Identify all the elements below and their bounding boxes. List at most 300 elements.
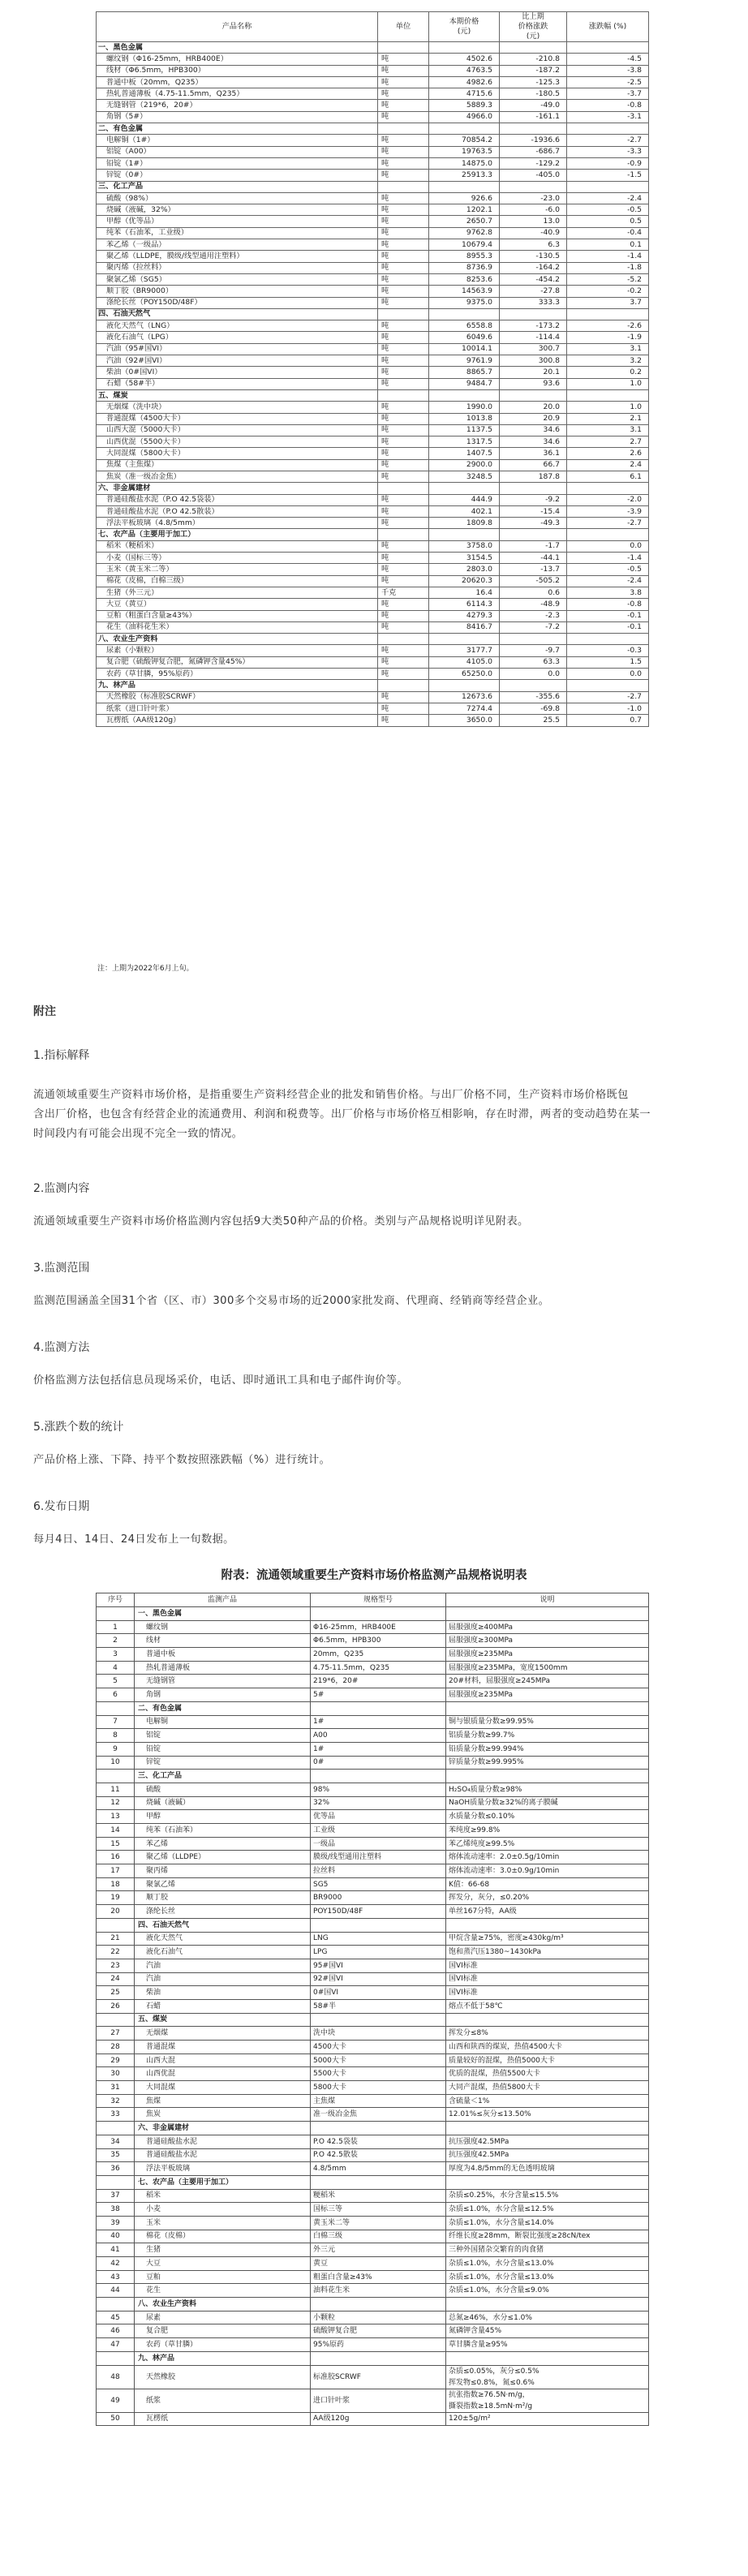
spec-desc-cell <box>446 2041 649 2054</box>
product-name-cell: 农药（草甘膦，95%原药） <box>97 669 378 680</box>
pct-cell: 6.1 <box>567 471 649 482</box>
spec-desc-cell <box>446 1999 649 2013</box>
spec-desc-cell <box>446 2412 649 2426</box>
spec-row <box>97 2067 649 2081</box>
spec-model-cell <box>311 2013 446 2027</box>
spec-product-cell-text: 热轧普通薄板 <box>146 1663 191 1672</box>
product-name-cell: 硫酸（98%） <box>97 192 378 204</box>
spec-category-row <box>97 1701 649 1715</box>
change-cell: -49.3 <box>500 518 567 529</box>
unit-cell: 吨 <box>378 505 429 517</box>
product-name-cell: 柴油（0#国VI） <box>97 367 378 378</box>
category-row <box>97 308 649 320</box>
spec-desc-cell-text: 杂质≤1.0%，水分含量≤12.5% <box>449 2205 554 2214</box>
spec-desc-cell-text: 屈服强度≥235MPa，宽度1500mm <box>449 1663 568 1672</box>
spec-desc-cell-text: 质量较好的混煤，热值5000大卡 <box>449 2056 555 2065</box>
spec-index-cell-text: 25 <box>110 1989 120 1998</box>
spec-index-cell-text: 2 <box>113 1636 118 1645</box>
spec-product-cell-text: 硫酸 <box>146 1785 161 1794</box>
spec-product-cell <box>135 2013 311 2027</box>
pct-cell: -2.6 <box>567 320 649 332</box>
spec-index-cell-text: 4 <box>113 1663 118 1672</box>
spec-model-cell-text: LNG <box>313 1934 329 1943</box>
price-cell: 25913.3 <box>429 170 500 181</box>
pct-cell: -0.9 <box>567 157 649 169</box>
spec-desc-cell-text: 屈服强度≥400MPa <box>449 1623 514 1632</box>
product-name-cell: 尿素（小颗粒） <box>97 645 378 656</box>
spec-desc-cell-text: 国VI标准 <box>449 1961 478 1970</box>
pct-cell: -2.7 <box>567 135 649 146</box>
spec-index-cell-text: 12 <box>110 1799 120 1808</box>
spec-row <box>97 1837 649 1851</box>
change-cell: -129.2 <box>500 157 567 169</box>
spec-desc-cell-text: 水质量分数≤0.10% <box>449 1813 515 1821</box>
spec-model-cell <box>311 1837 446 1851</box>
table-row <box>97 564 649 575</box>
unit-cell: 吨 <box>378 355 429 367</box>
spec-model-cell-text: 5800大卡 <box>313 2083 346 2092</box>
spec-index-cell <box>97 1756 135 1770</box>
unit-cell: 吨 <box>378 239 429 251</box>
product-name-cell: 浮法平板玻璃（4.8/5mm） <box>97 518 378 529</box>
spec-index-cell-text: 3 <box>113 1649 118 1658</box>
spec-index-cell-text: 20 <box>110 1907 120 1916</box>
spec-desc-cell-text: 铜与银质量分数≥99.95% <box>449 1718 534 1727</box>
price-cell: 4279.3 <box>429 610 500 621</box>
pct-cell <box>567 483 649 494</box>
table-row <box>97 111 649 123</box>
unit-cell: 吨 <box>378 575 429 587</box>
unit-cell: 吨 <box>378 459 429 471</box>
spec-desc-cell <box>446 2108 649 2122</box>
spec-product-cell <box>135 2148 311 2162</box>
spec-index-cell <box>97 2243 135 2257</box>
pct-cell: -1.4 <box>567 251 649 262</box>
spec-model-cell <box>311 2338 446 2352</box>
price-cell: 8865.7 <box>429 367 500 378</box>
spec-desc-cell <box>446 1877 649 1891</box>
spec-index-cell <box>97 1905 135 1919</box>
change-cell: -9.2 <box>500 494 567 505</box>
table-row <box>97 262 649 273</box>
pct-cell: 3.8 <box>567 587 649 598</box>
table-row <box>97 367 649 378</box>
spec-product-cell <box>135 2094 311 2108</box>
spec-product-cell-text: 一、黑色金属 <box>138 1609 183 1618</box>
change-cell <box>500 680 567 691</box>
change-cell: -2.3 <box>500 610 567 621</box>
spec-model-cell <box>311 1972 446 1986</box>
pct-cell: -3.8 <box>567 65 649 76</box>
price-cell <box>429 181 500 192</box>
spec-desc-cell <box>446 1648 649 1662</box>
spec-model-cell <box>311 2189 446 2203</box>
spec-category-row <box>97 2175 649 2189</box>
spec-product-cell <box>135 2203 311 2217</box>
pct-cell: -0.1 <box>567 610 649 621</box>
spec-model-cell-text: 黄玉米二等 <box>313 2218 350 2227</box>
spec-product-cell-text: 柴油 <box>146 1989 161 1998</box>
table-row <box>97 65 649 76</box>
spec-model-cell <box>311 1729 446 1743</box>
price-cell <box>429 634 500 645</box>
spec-desc-cell-text: 20#材料，屈服强度≥245MPa <box>449 1677 551 1686</box>
product-name-cell: 热轧普通薄板（4.75-11.5mm，Q235） <box>97 88 378 100</box>
spec-product-cell-text: 农药（草甘膦） <box>146 2340 198 2349</box>
table-row <box>97 227 649 239</box>
spec-row <box>97 1729 649 1743</box>
spec-model-cell-text: P.O 42.5袋装 <box>313 2137 358 2146</box>
spec-index-cell-text: 45 <box>110 2313 120 2322</box>
spec-model-cell <box>311 2412 446 2426</box>
spec-model-cell-text: 4500大卡 <box>313 2042 346 2051</box>
spec-index-cell-text: 47 <box>110 2340 120 2349</box>
spec-model-cell-text: 98% <box>313 1785 330 1794</box>
price-cell: 7274.4 <box>429 703 500 714</box>
spec-product-cell-text: 大同混煤 <box>146 2083 176 2092</box>
pct-cell: 0.1 <box>567 239 649 251</box>
spec-product-cell <box>135 2081 311 2095</box>
spec-desc-cell-text: 厚度为4.8/5mm的无色透明玻璃 <box>449 2165 555 2174</box>
spec-desc-cell <box>446 1986 649 2000</box>
spec-index-cell <box>97 2053 135 2067</box>
spec-product-cell <box>135 1675 311 1688</box>
spec-product-cell-text: 稻米 <box>146 2191 161 2200</box>
spec-row <box>97 1688 649 1702</box>
spec-index-cell-text: 6 <box>113 1690 118 1699</box>
spec-desc-cell <box>446 1675 649 1688</box>
spec-product-cell-text: 焦煤 <box>146 2096 161 2105</box>
spec-index-cell-text: 38 <box>110 2205 120 2214</box>
spec-index-cell <box>97 2412 135 2426</box>
spec-desc-cell <box>446 2175 649 2189</box>
spec-index-cell-text: 10 <box>110 1758 120 1767</box>
change-cell: -40.9 <box>500 227 567 239</box>
product-name-cell: 大同混煤（5800大卡） <box>97 448 378 459</box>
spec-desc-cell-text: 杂质≤1.0%，水分含量≤9.0% <box>449 2286 549 2295</box>
spec-model-cell <box>311 1688 446 1702</box>
spec-row <box>97 2216 649 2230</box>
spec-desc-cell-text: 饱和蒸汽压1380~1430kPa <box>449 1948 542 1957</box>
change-cell <box>500 483 567 494</box>
product-name-cell: 纯苯（石油苯，工业级） <box>97 227 378 239</box>
change-cell: -48.9 <box>500 599 567 610</box>
header-price: 本期价格 (元) <box>429 12 500 42</box>
spec-desc-cell <box>446 2013 649 2027</box>
change-cell: -405.0 <box>500 170 567 181</box>
product-name-cell: 豆粕（粗蛋白含量≥43%） <box>97 610 378 621</box>
spec-row <box>97 1810 649 1824</box>
spec-index-cell <box>97 1851 135 1864</box>
pct-cell: 0.0 <box>567 669 649 680</box>
product-name-cell: 复合肥（硫酸钾复合肥，氮磷钾含量45%） <box>97 656 378 668</box>
price-cell: 3248.5 <box>429 471 500 482</box>
unit-cell: 吨 <box>378 146 429 157</box>
pct-cell <box>567 123 649 135</box>
spec-product-cell-text: 角钢 <box>146 1690 161 1699</box>
spec-index-cell <box>97 1729 135 1743</box>
spec-model-cell <box>311 2027 446 2041</box>
spec-row <box>97 2094 649 2108</box>
change-cell: 0.0 <box>500 669 567 680</box>
change-cell: 13.0 <box>500 216 567 227</box>
spec-model-cell-text: 主焦煤 <box>313 2096 336 2105</box>
pct-cell <box>567 42 649 54</box>
spec-header-desc: 说明 <box>446 1593 649 1607</box>
spec-index-cell-text: 24 <box>110 1975 120 1984</box>
change-cell: -210.8 <box>500 54 567 65</box>
product-name-cell: 无缝钢管（219*6，20#） <box>97 100 378 111</box>
table-row <box>97 135 649 146</box>
pct-cell: -4.5 <box>567 54 649 65</box>
spec-product-cell <box>135 2108 311 2122</box>
product-name-cell: 生猪（外三元） <box>97 587 378 598</box>
spec-index-cell <box>97 1999 135 2013</box>
spec-row <box>97 2148 649 2162</box>
pct-cell <box>567 181 649 192</box>
spec-index-cell <box>97 1701 135 1715</box>
spec-model-cell-text: LPG <box>313 1948 328 1957</box>
table-row <box>97 587 649 598</box>
spec-product-cell-text: 纸浆 <box>146 2396 161 2405</box>
spec-desc-cell-text: 国VI标准 <box>449 1975 478 1984</box>
spec-model-cell <box>311 1648 446 1662</box>
spec-model-cell <box>311 2230 446 2243</box>
spec-product-cell-text: 聚氯乙烯 <box>146 1880 176 1889</box>
spec-index-cell <box>97 2108 135 2122</box>
spec-product-cell-text: 石蜡 <box>146 2002 161 2010</box>
pct-cell: 2.1 <box>567 413 649 424</box>
spec-desc-cell-text: 三种外国猪杂交繁育的肉食猪 <box>449 2246 544 2255</box>
change-cell: 187.8 <box>500 471 567 482</box>
spec-product-cell-text: 纯苯（石油苯） <box>146 1826 198 1834</box>
spec-desc-cell <box>446 1851 649 1864</box>
spec-product-cell <box>135 1701 311 1715</box>
change-cell: -1936.6 <box>500 135 567 146</box>
product-name-cell: 液化天然气（LNG） <box>97 320 378 332</box>
spec-desc-cell-text: 12.01%≤灰分≤13.50% <box>449 2110 531 2119</box>
pct-cell: 1.0 <box>567 378 649 389</box>
change-cell: 25.5 <box>500 715 567 726</box>
category-row <box>97 181 649 192</box>
spec-model-cell <box>311 1824 446 1838</box>
spec-row <box>97 1905 649 1919</box>
product-name-cell: 铅锭（1#） <box>97 157 378 169</box>
unit-cell: 吨 <box>378 332 429 343</box>
change-cell <box>500 308 567 320</box>
spec-product-cell-text: 汽油 <box>146 1961 161 1970</box>
unit-cell: 吨 <box>378 656 429 668</box>
table-row <box>97 297 649 308</box>
unit-cell <box>378 123 429 135</box>
spec-row <box>97 1796 649 1810</box>
spec-product-cell <box>135 1824 311 1838</box>
change-cell: 0.6 <box>500 587 567 598</box>
spec-index-cell <box>97 2270 135 2284</box>
spec-row <box>97 1877 649 1891</box>
spec-product-cell-text: 聚丙烯 <box>146 1866 169 1875</box>
spec-product-cell-text: 四、石油天然气 <box>138 1920 190 1929</box>
product-name-cell: 瓦楞纸（AA级120g） <box>97 715 378 726</box>
price-cell <box>429 389 500 401</box>
unit-cell: 吨 <box>378 540 429 552</box>
spec-table <box>96 1593 649 2426</box>
spec-product-cell <box>135 2189 311 2203</box>
pct-cell: 0.7 <box>567 715 649 726</box>
unit-cell <box>378 389 429 401</box>
spec-model-cell <box>311 1932 446 1946</box>
pct-cell: -0.3 <box>567 645 649 656</box>
table-row <box>97 88 649 100</box>
spec-desc-cell <box>446 1770 649 1783</box>
spec-desc-cell <box>446 2324 649 2338</box>
spec-product-cell-text: 五、煤炭 <box>138 2015 168 2024</box>
spec-desc-cell-text: 熔体流动速率：2.0±0.5g/10min <box>449 1853 560 1862</box>
change-cell: -27.8 <box>500 286 567 297</box>
table-row <box>97 645 649 656</box>
spec-model-cell-text: 1# <box>313 1744 325 1753</box>
note-paragraph-1a: 流通领域重要生产资料市场价格，是指重要生产资料经营企业的批发和销售价格。与出厂价格不同，生产资料市场价格既包 <box>33 1089 629 1101</box>
pct-cell <box>567 308 649 320</box>
table-row <box>97 703 649 714</box>
unit-cell: 吨 <box>378 320 429 332</box>
spec-model-cell-text: 4.8/5mm <box>313 2165 346 2174</box>
spec-model-cell-text: 拉丝料 <box>313 1866 336 1875</box>
spec-product-cell-text: 无烟煤 <box>146 2029 169 2038</box>
change-cell <box>500 181 567 192</box>
price-cell: 4105.0 <box>429 656 500 668</box>
spec-desc-cell <box>446 1796 649 1810</box>
spec-desc-cell <box>446 1634 649 1648</box>
unit-cell: 吨 <box>378 691 429 703</box>
table-row <box>97 157 649 169</box>
table-row <box>97 402 649 413</box>
product-name-cell: 二、有色金属 <box>97 123 378 135</box>
spec-model-cell <box>311 1999 446 2013</box>
spec-product-cell <box>135 1715 311 1729</box>
price-cell: 1809.8 <box>429 518 500 529</box>
spec-index-cell-text: 49 <box>110 2396 120 2405</box>
spec-product-cell <box>135 1634 311 1648</box>
spec-desc-cell-text: 铝质量分数≥99.7% <box>449 1731 515 1740</box>
spec-model-cell-text: 5500大卡 <box>313 2070 346 2079</box>
spec-model-cell <box>311 2122 446 2135</box>
spec-model-cell-text: 外三元 <box>313 2246 336 2255</box>
product-name-cell: 锌锭（0#） <box>97 170 378 181</box>
spec-model-cell-text: 0#国VI <box>313 1989 339 1998</box>
change-cell: -69.8 <box>500 703 567 714</box>
spec-desc-cell-text: 草甘膦含量≥95% <box>449 2340 508 2349</box>
spec-model-cell-text: A00 <box>313 1731 328 1740</box>
spec-desc-cell-text: 抗压强度42.5MPa <box>449 2137 509 2146</box>
product-name-cell: 山西大混（5000大卡） <box>97 424 378 436</box>
spec-index-cell <box>97 1891 135 1905</box>
spec-product-cell-text: 山西大混 <box>146 2056 176 2065</box>
spec-model-cell <box>311 2108 446 2122</box>
spec-index-cell-text: 23 <box>110 1961 120 1970</box>
change-cell: -180.5 <box>500 88 567 100</box>
spec-model-cell <box>311 2067 446 2081</box>
spec-model-cell-text: 粗蛋白含量≥43% <box>313 2273 372 2281</box>
spec-index-cell <box>97 2081 135 2095</box>
table-row <box>97 100 649 111</box>
spec-desc-cell-text: 氮磷钾含量45% <box>449 2327 502 2336</box>
spec-index-cell-text: 22 <box>110 1948 120 1957</box>
spec-product-cell-text: 汽油 <box>146 1975 161 1984</box>
spec-index-cell <box>97 1946 135 1959</box>
price-cell: 12673.6 <box>429 691 500 703</box>
change-cell: 63.3 <box>500 656 567 668</box>
price-cell: 6558.8 <box>429 320 500 332</box>
change-cell: 20.9 <box>500 413 567 424</box>
spec-desc-cell <box>446 1729 649 1743</box>
note-paragraph-4: 价格监测方法包括信息员现场采价，电话、即时通讯工具和电子邮件询价等。 <box>33 1374 408 1387</box>
price-cell: 2803.0 <box>429 564 500 575</box>
spec-index-cell <box>97 1796 135 1810</box>
unit-cell <box>378 308 429 320</box>
spec-model-cell <box>311 2298 446 2312</box>
spec-desc-cell <box>446 1783 649 1796</box>
table-row <box>97 599 649 610</box>
spec-model-cell <box>311 2135 446 2148</box>
spec-desc-cell <box>446 2389 649 2412</box>
price-cell: 8253.6 <box>429 273 500 285</box>
spec-product-cell <box>135 1946 311 1959</box>
spec-product-cell <box>135 1959 311 1972</box>
product-name-cell: 焦煤（主焦煤） <box>97 459 378 471</box>
pct-cell: 3.1 <box>567 424 649 436</box>
product-name-cell: 角钢（5#） <box>97 111 378 123</box>
spec-product-cell <box>135 2298 311 2312</box>
price-cell: 8736.9 <box>429 262 500 273</box>
spec-desc-cell <box>446 2257 649 2271</box>
spec-desc-cell <box>446 2338 649 2352</box>
spec-product-cell <box>135 2412 311 2426</box>
pct-cell <box>567 680 649 691</box>
change-cell: 34.6 <box>500 424 567 436</box>
change-cell: 66.7 <box>500 459 567 471</box>
change-cell <box>500 529 567 540</box>
unit-cell: 吨 <box>378 216 429 227</box>
spec-product-cell <box>135 1756 311 1770</box>
table-row <box>97 505 649 517</box>
product-name-cell: 五、煤炭 <box>97 389 378 401</box>
spec-desc-cell-text: 杂质≤0.05%，灰分≤0.5% <box>449 2367 540 2376</box>
note-paragraph-2: 流通领域重要生产资料市场价格监测内容包括9大类50种产品的价格。类别与产品规格说明详见附表。 <box>33 1215 529 1228</box>
spec-desc-cell <box>446 1824 649 1838</box>
table-row <box>97 192 649 204</box>
pct-cell: -3.9 <box>567 505 649 517</box>
note-heading-6: 6.发布日期 <box>33 1500 90 1513</box>
spec-model-cell <box>311 1661 446 1675</box>
change-cell: -9.7 <box>500 645 567 656</box>
change-cell: -7.2 <box>500 621 567 633</box>
table-row <box>97 621 649 633</box>
spec-desc-cell <box>446 2216 649 2230</box>
header-change: 比上期 价格涨跌 (元) <box>500 12 567 42</box>
spec-model-cell-text: 小颗粒 <box>313 2313 336 2322</box>
spec-desc-cell <box>446 1946 649 1959</box>
note-paragraph-5: 产品价格上涨、下降、持平个数按照涨跌幅（%）进行统计。 <box>33 1454 331 1466</box>
product-name-cell: 甲醇（优等品） <box>97 216 378 227</box>
spec-model-cell-text: 进口针叶浆 <box>313 2396 350 2405</box>
unit-cell: 吨 <box>378 88 429 100</box>
spec-model-cell <box>311 1959 446 1972</box>
pct-cell: 3.7 <box>567 297 649 308</box>
spec-index-cell-text: 33 <box>110 2110 120 2119</box>
unit-cell: 吨 <box>378 378 429 389</box>
price-cell: 16.4 <box>429 587 500 598</box>
